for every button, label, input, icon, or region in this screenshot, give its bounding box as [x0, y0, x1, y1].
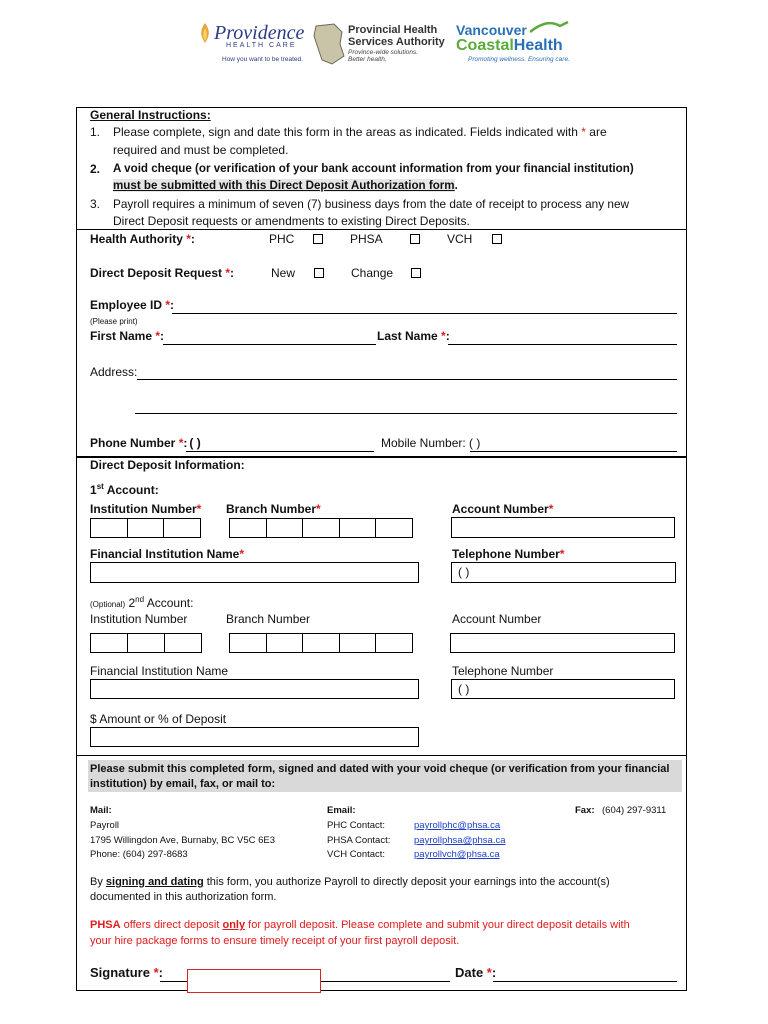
health-authority-label: Health Authority *: [90, 232, 195, 246]
date-label: Date *: [455, 965, 497, 980]
submit-notice: Please submit this completed form, signed and dated with your void cheque (or verification from your financial institution) by email, fax, or mail to: [90, 763, 670, 790]
instruction-2: A void cheque (or verification of your bank account information from your financial institution) [113, 162, 634, 175]
new-checkbox[interactable] [314, 268, 324, 278]
address-label: Address: [90, 365, 138, 379]
account-number-field[interactable] [451, 517, 675, 538]
mountain-icon [530, 18, 570, 34]
account-number-label: Account Number* [452, 502, 554, 516]
vch-tagline: Promoting wellness. Ensuring care. [468, 56, 570, 63]
phsa-logo [312, 20, 447, 68]
phsa-contact-label: PHSA Contact: [327, 835, 391, 846]
fi-name-label: Financial Institution Name* [90, 547, 245, 561]
mail-line-2: 1795 Willingdon Ave, Burnaby, BC V5C 6E3 [90, 835, 276, 846]
fi-name-field[interactable] [90, 562, 419, 583]
providence-flame-icon [196, 22, 214, 44]
amount-field[interactable] [90, 727, 419, 747]
fax-number: (604) 297-9311 [602, 805, 667, 816]
branch-number-field[interactable] [229, 518, 412, 538]
fi-name-2-field[interactable] [90, 679, 419, 699]
request-label: Direct Deposit Request *: [90, 266, 235, 280]
vch-title-line1: Vancouver [456, 22, 527, 38]
phone-field[interactable] [186, 451, 374, 452]
instruction-1-cont: required and must be completed. [113, 143, 289, 157]
telephone-label: Telephone Number* [452, 547, 565, 561]
phsa-checkbox[interactable] [410, 234, 420, 244]
telephone-field[interactable]: ( ) [451, 562, 676, 583]
divider [76, 229, 687, 230]
option-phc: PHC [269, 232, 295, 246]
institution-number-field[interactable] [90, 518, 200, 538]
second-account-label: (Optional) 2nd Account: [90, 595, 194, 610]
phsa-tagline: Province-wide solutions. Better health. [348, 49, 419, 63]
change-checkbox[interactable] [411, 268, 421, 278]
last-name-label: Last Name *: [377, 329, 450, 343]
vch-logo [456, 18, 576, 66]
providence-title: Providence [214, 22, 305, 44]
phsa-notice: PHSA offers direct deposit only for payroll deposit. Please complete and submit your direct deposit details with [90, 919, 630, 931]
phsa-notice-cont: your hire package forms to ensure timely receipt of your first payroll deposit. [90, 935, 460, 947]
phc-checkbox[interactable] [313, 234, 323, 244]
fax-label: Fax: [575, 805, 595, 816]
providence-sub: HEALTH CARE [226, 42, 297, 49]
instruction-1-num: 1. [90, 125, 101, 139]
address-line-2[interactable] [135, 413, 677, 414]
employee-id-field[interactable] [172, 313, 677, 314]
option-phsa: PHSA [350, 232, 383, 246]
instruction-3-cont: Direct Deposit requests or amendments to existing Direct Deposits. [113, 214, 470, 228]
address-line-1[interactable] [137, 379, 677, 380]
phsa-title: Provincial Health Services Authority [348, 24, 445, 48]
instruction-2-num: 2. [90, 162, 101, 176]
branch-number-2-label: Branch Number [226, 612, 311, 626]
signature-label: Signature *: [90, 965, 163, 980]
providence-logo [196, 16, 306, 66]
mail-label: Mail: [90, 805, 112, 816]
mobile-field[interactable] [470, 451, 677, 452]
account-number-2-label: Account Number [452, 612, 542, 626]
employee-id-label: Employee ID *: [90, 298, 175, 312]
signature-field[interactable] [187, 969, 321, 993]
first-name-field[interactable] [163, 344, 376, 345]
option-new: New [271, 266, 296, 280]
institution-number-2-field[interactable] [90, 633, 201, 653]
instruction-2-cont: must be submitted with this Direct Deposit Authorization form. [113, 179, 458, 192]
vch-title-line2: CoastalHealth [456, 37, 563, 54]
branch-number-2-field[interactable] [229, 633, 412, 653]
amount-label: $ Amount or % of Deposit [90, 712, 227, 726]
authorization-text-cont: documented in this authorization form. [90, 891, 277, 903]
please-print-note: (Please print) [90, 317, 138, 326]
phc-email-link[interactable]: payrollphc@phsa.ca [414, 820, 501, 831]
instruction-3-num: 3. [90, 197, 101, 211]
deposit-title: Direct Deposit Information: [90, 458, 245, 472]
instruction-1: Please complete, sign and date this form in the areas as indicated. Fields indicated with * are [113, 125, 607, 139]
vch-email-link[interactable]: payrollvch@phsa.ca [414, 849, 500, 860]
branch-number-label: Branch Number* [226, 502, 321, 516]
mail-line-1: Payroll [90, 820, 120, 831]
divider [76, 755, 687, 756]
authorization-text: By signing and dating this form, you authorize Payroll to directly deposit your earnings into the account(s) [90, 876, 610, 888]
telephone-2-label: Telephone Number [452, 664, 554, 678]
instruction-3: Payroll requires a minimum of seven (7) business days from the date of receipt to process any new [113, 197, 630, 211]
telephone-2-field[interactable]: ( ) [451, 679, 675, 699]
option-change: Change [351, 266, 394, 280]
mail-line-3: Phone: (604) 297-8683 [90, 849, 188, 860]
account-number-2-field[interactable] [450, 633, 675, 653]
phc-contact-label: PHC Contact: [327, 820, 386, 831]
first-name-label: First Name *: [90, 329, 165, 343]
providence-tagline: How you want to be treated. [222, 56, 303, 63]
instructions-title: General Instructions: [90, 108, 211, 122]
phsa-email-link[interactable]: payrollphsa@phsa.ca [414, 835, 506, 846]
institution-number-2-label: Institution Number [90, 612, 188, 626]
bc-map-icon [312, 22, 346, 66]
email-label: Email: [327, 805, 356, 816]
institution-number-label: Institution Number* [90, 502, 202, 516]
vch-checkbox[interactable] [492, 234, 502, 244]
mobile-label: Mobile Number: ( ) [381, 436, 481, 450]
last-name-field[interactable] [448, 344, 677, 345]
vch-contact-label: VCH Contact: [327, 849, 386, 860]
fi-name-2-label: Financial Institution Name [90, 664, 229, 678]
first-account-label: 1st Account: [90, 482, 159, 497]
phone-label: Phone Number *: ( ) [90, 436, 201, 450]
date-field[interactable] [493, 981, 677, 982]
option-vch: VCH [447, 232, 473, 246]
